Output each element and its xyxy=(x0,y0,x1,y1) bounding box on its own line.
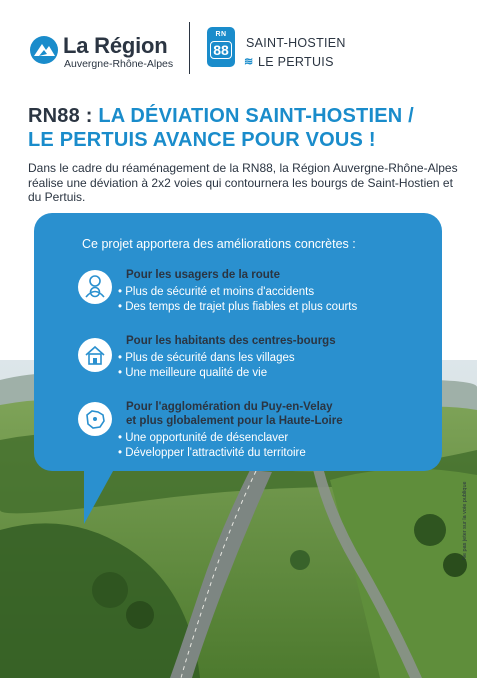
intro-paragraph: Dans le cadre du réaménagement de la RN88, la Région Auvergne-Rhône-Alpes réalise une déviation à 2x2 voies qui contournera les bourgs de Saint-Hostien et du Pertuis. xyxy=(28,161,458,204)
header-divider xyxy=(189,22,190,74)
bubble-lead: Ce projet apportera des améliorations concrètes : xyxy=(82,237,356,251)
benefit-item: • Une meilleure qualité de vie xyxy=(118,367,268,379)
driver-icon xyxy=(78,270,112,304)
region-logo-subtitle: Auvergne-Rhône-Alpes xyxy=(64,58,174,70)
place-name-le-pertuis: LE PERTUIS xyxy=(258,55,334,69)
benefit-item: • Une opportunité de désenclaver xyxy=(118,432,289,444)
house-icon xyxy=(78,338,112,372)
benefit-item: • Plus de sécurité dans les villages xyxy=(118,352,295,364)
title-line1: LA DÉVIATION SAINT-HOSTIEN / xyxy=(98,105,414,127)
rn-badge-label: RN xyxy=(215,31,227,38)
road-swoosh-icon: ≋ xyxy=(244,56,254,68)
department-map-icon xyxy=(78,402,112,436)
benefit-item: • Des temps de trajet plus fiables et plus courts xyxy=(118,301,358,313)
page-title xyxy=(28,104,458,152)
region-logo-title: La Région xyxy=(63,33,168,58)
benefit-title-road-users: Pour les usagers de la route xyxy=(126,269,281,281)
benefit-title-agglomeration-line2: et plus globalement pour la Haute-Loire xyxy=(126,415,343,427)
rn-badge-number: 88 xyxy=(210,41,232,59)
title-prefix: RN88 : xyxy=(28,105,99,127)
benefit-item: • Développer l'attractivité du territoire xyxy=(118,447,306,459)
legal-note: Ne pas jeter sur la voie publique xyxy=(462,481,468,560)
rn88-badge xyxy=(207,27,235,67)
header xyxy=(0,0,477,92)
benefit-item: • Plus de sécurité et moins d'accidents xyxy=(118,286,315,298)
bubble-tail xyxy=(84,462,118,524)
benefit-title-residents: Pour les habitants des centres-bourgs xyxy=(126,335,336,347)
benefit-title-agglomeration-line1: Pour l'agglomération du Puy-en-Velay xyxy=(126,401,333,413)
region-logo-icon xyxy=(30,36,58,64)
title-line2: LE PERTUIS AVANCE POUR VOUS ! xyxy=(28,129,376,151)
place-name-saint-hostien: SAINT-HOSTIEN xyxy=(246,36,346,50)
